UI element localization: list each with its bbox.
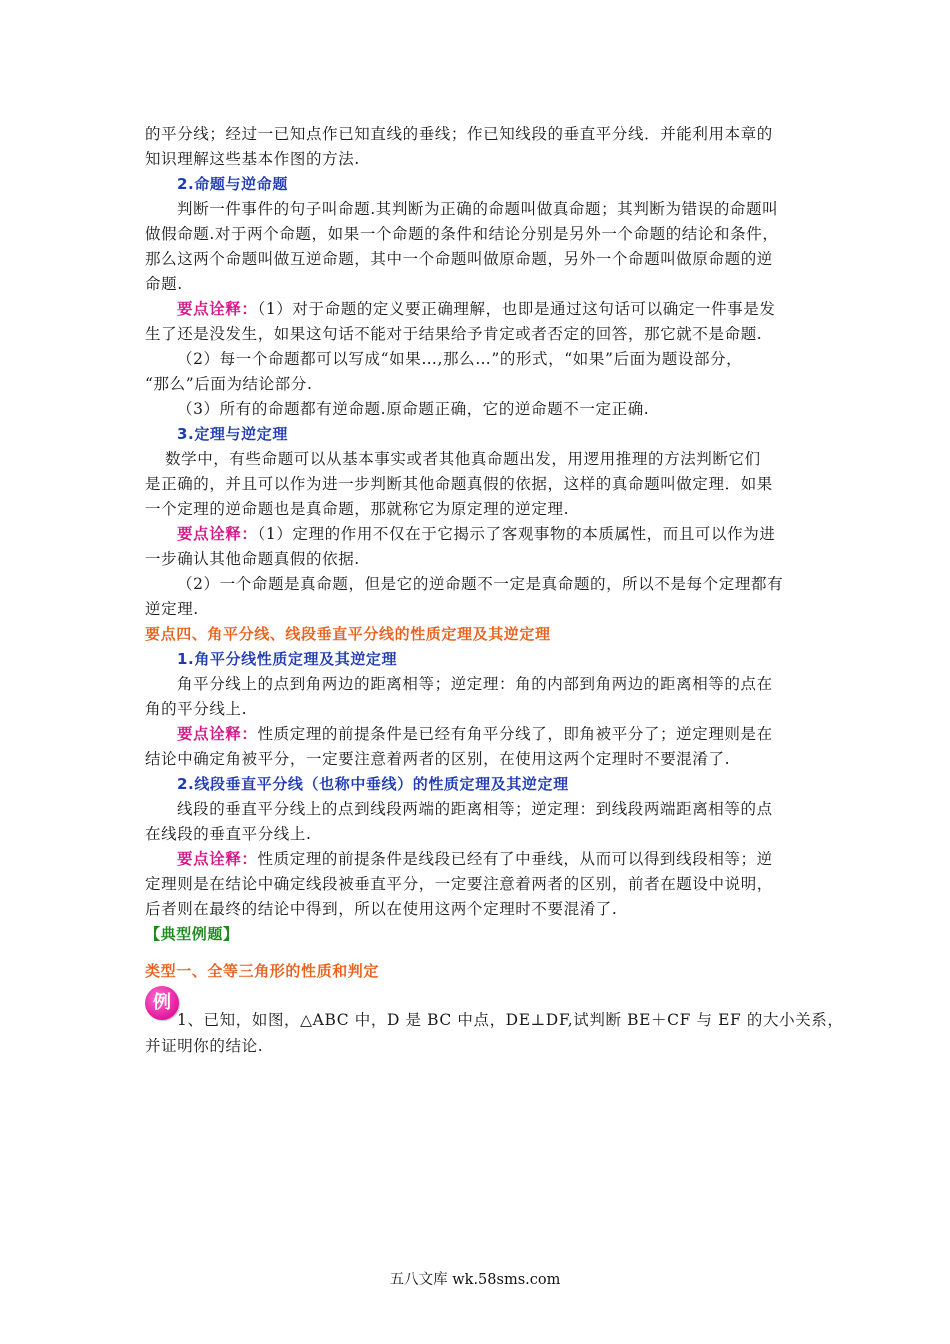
example-question-line: 并证明你的结论. [145, 1037, 264, 1055]
section-heading-key-point-four: 要点四、角平分线、线段垂直平分线的性质定理及其逆定理 [145, 625, 551, 643]
key-point-text: 性质定理的前提条件是已经有角平分线了，即角被平分了；逆定理则是在 [257, 725, 773, 743]
example-question-line: 1、已知，如图，△ABC 中，D 是 BC 中点，DE⊥DF,试判断 BE＋CF 与 EF 的大小关系， [177, 1011, 844, 1029]
paragraph-line: 逆定理. [145, 600, 199, 618]
paragraph-line: 数学中，有些命题可以从基本事实或者其他真命题出发，用逻用推理的方法判断它们 [165, 450, 761, 468]
paragraph-line: 在线段的垂直平分线上. [145, 825, 312, 843]
paragraph-line: 定理则是在结论中确定线段被垂直平分，一定要注意着两者的区别，前者在题设中说明， [145, 875, 773, 893]
key-point-line [145, 847, 810, 872]
section-heading-proposition: 2.命题与逆命题 [177, 175, 288, 193]
page-footer: 五八文库 wk.58sms.com [389, 1272, 561, 1288]
paragraph-line: 那么这两个命题叫做互逆命题，其中一个命题叫做原命题，另外一个命题叫做原命题的逆 [145, 250, 773, 268]
subsection-heading-angle-bisector: 1.角平分线性质定理及其逆定理 [177, 650, 398, 668]
paragraph-line: 的平分线；经过一已知点作已知直线的垂线；作已知线段的垂直平分线．并能利用本章的 [145, 125, 773, 143]
paragraph-line: 角平分线上的点到角两边的距离相等；逆定理：角的内部到角两边的距离相等的点在 [177, 675, 773, 693]
paragraph-line: 是正确的，并且可以作为进一步判断其他命题真假的依据，这样的真命题叫做定理．如果 [145, 475, 773, 493]
key-point-label: 要点诠释： [177, 725, 258, 743]
subsection-heading-perpendicular-bisector: 2.线段垂直平分线（也称中垂线）的性质定理及其逆定理 [177, 775, 569, 793]
paragraph-line: 后者则在最终的结论中得到，所以在使用这两个定理时不要混淆了. [145, 900, 618, 918]
example-badge-icon: 例 [145, 986, 179, 1020]
example-one [145, 984, 844, 1034]
key-point-label: 要点诠释： [177, 525, 258, 543]
paragraph-line: 角的平分线上. [145, 700, 248, 718]
key-point-line [145, 297, 810, 322]
paragraph-line: 结论中确定角被平分，一定要注意着两者的区别，在使用这两个定理时不要混淆了. [145, 750, 731, 768]
paragraph-line: 判断一件事件的句子叫命题.其判断为正确的命题叫做真命题；其判断为错误的命题叫 [177, 200, 779, 218]
spacer [145, 947, 810, 959]
key-point-line [145, 722, 810, 747]
examples-heading: 【典型例题】 [145, 925, 239, 943]
section-heading-theorem: 3.定理与逆定理 [177, 425, 288, 443]
paragraph-line: “那么”后面为结论部分. [145, 375, 313, 393]
type-one-heading: 类型一、全等三角形的性质和判定 [145, 962, 380, 980]
key-point-text: （1）定理的作用不仅在于它揭示了客观事物的本质属性，而且可以作为进 [257, 525, 776, 543]
paragraph-line: 生了还是没发生，如果这句话不能对于结果给予肯定或者否定的回答，那它就不是命题. [145, 325, 763, 343]
key-point-label: 要点诠释： [177, 850, 258, 868]
paragraph-line: 线段的垂直平分线上的点到线段两端的距离相等；逆定理：到线段两端距离相等的点 [177, 800, 773, 818]
paragraph-line: 一步确认其他命题真假的依据. [145, 550, 360, 568]
paragraph-line: 一个定理的逆命题也是真命题，那就称它为原定理的逆定理. [145, 500, 570, 518]
paragraph-line: 命题. [145, 275, 183, 293]
paragraph-line: （3）所有的命题都有逆命题.原命题正确，它的逆命题不一定正确. [177, 400, 650, 418]
key-point-text: 性质定理的前提条件是线段已经有了中垂线，从而可以得到线段相等；逆 [257, 850, 773, 868]
paragraph-line: 知识理解这些基本作图的方法. [145, 150, 360, 168]
key-point-line [145, 522, 810, 547]
key-point-label: 要点诠释： [177, 300, 258, 318]
paragraph-line: 做假命题.对于两个命题，如果一个命题的条件和结论分别是另外一个命题的结论和条件， [145, 225, 779, 243]
paragraph-line: （2）一个命题是真命题，但是它的逆命题不一定是真命题的，所以不是每个定理都有 [177, 575, 784, 593]
key-point-text: （1）对于命题的定义要正确理解，也即是通过这句话可以确定一件事是发 [257, 300, 776, 318]
paragraph-line: （2）每一个命题都可以写成“如果…,那么…”的形式，“如果”后面为题设部分， [177, 350, 743, 368]
document-body [145, 122, 844, 1059]
